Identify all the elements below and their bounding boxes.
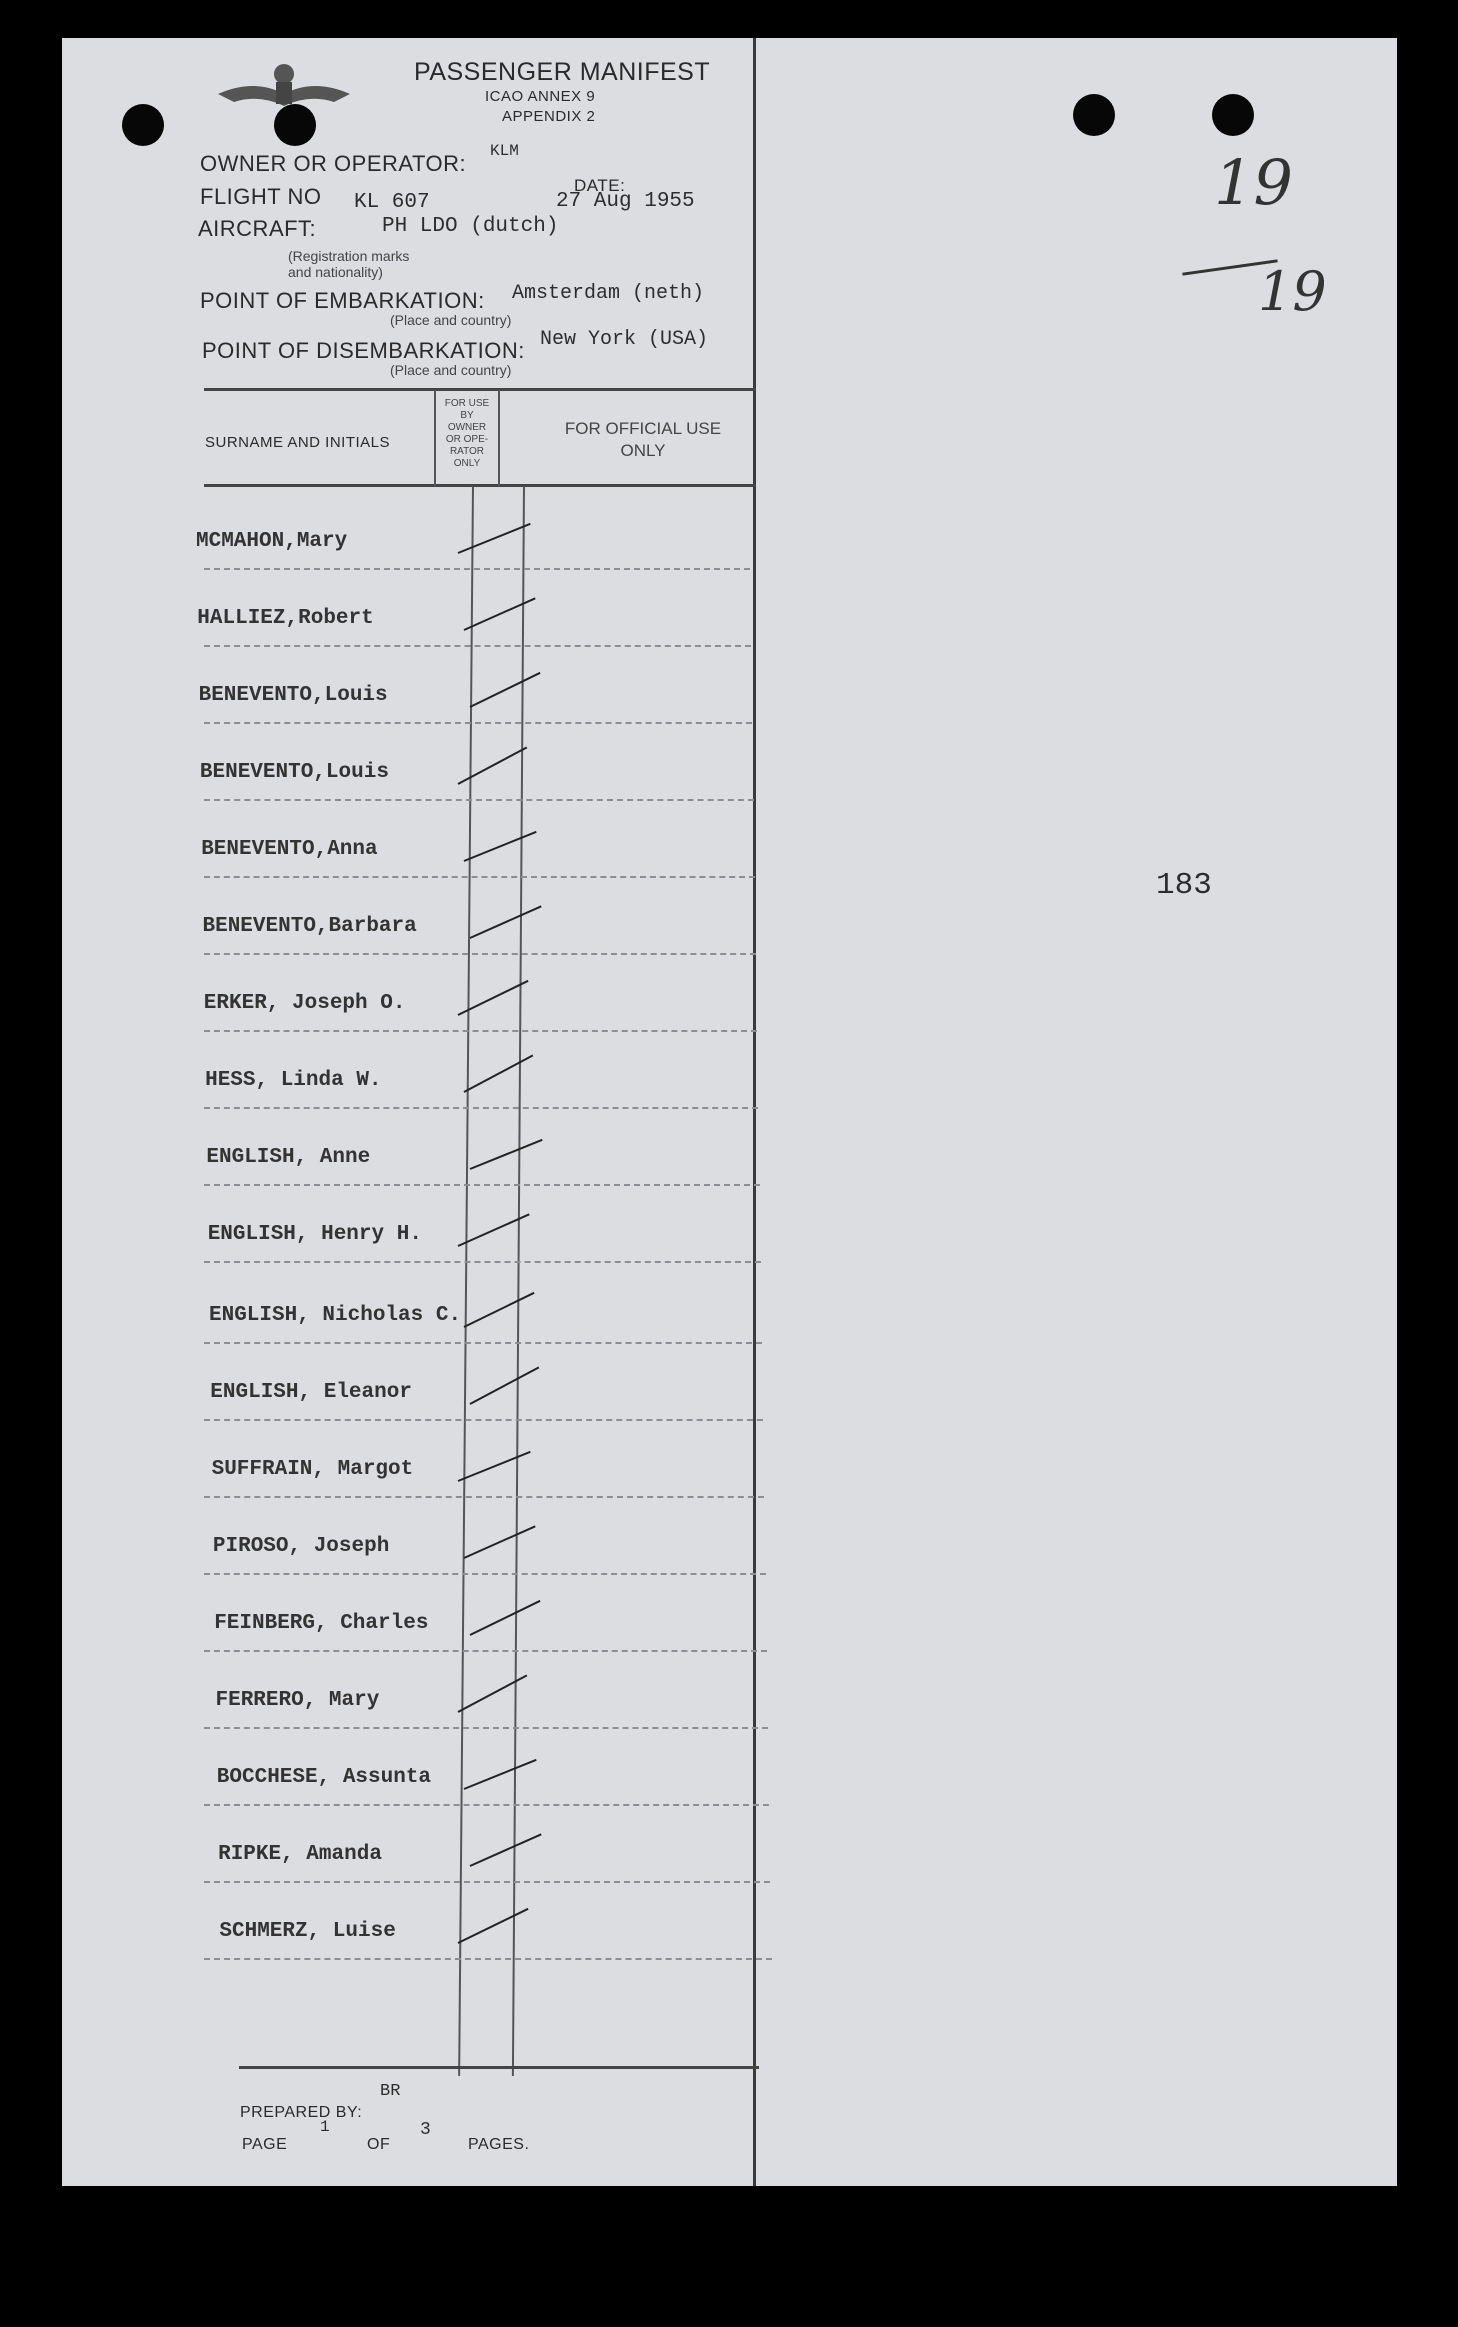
aircraft-label: AIRCRAFT: <box>198 216 317 241</box>
check-mark <box>464 1759 537 1790</box>
passenger-name: HALLIEZ,Robert <box>197 607 374 630</box>
page-label: PAGE <box>242 2136 288 2153</box>
row-separator <box>204 953 756 955</box>
owner-label: OWNER OR OPERATOR: <box>200 151 467 176</box>
annex-label: ICAO ANNEX 9 <box>485 88 596 105</box>
row-separator <box>204 876 755 878</box>
column-header-owner-use: FOR USE BY OWNER OR OPE- RATOR ONLY <box>444 398 490 469</box>
passenger-name: BENEVENTO,Louis <box>199 761 389 784</box>
row-separator <box>204 645 751 647</box>
prepared-by-value: BR <box>380 2082 401 2101</box>
row-separator <box>204 1727 768 1729</box>
owner-column-line <box>458 486 474 2076</box>
row-separator <box>204 1184 760 1186</box>
stamped-number: 183 <box>1156 868 1212 903</box>
passenger-name: PIROSO, Joseph <box>212 1535 390 1558</box>
disembarkation-note: (Place and country) <box>390 362 512 378</box>
check-mark <box>458 1674 528 1712</box>
passenger-name: HESS, Linda W. <box>205 1069 382 1092</box>
of-label: OF <box>367 2136 391 2153</box>
row-separator <box>204 1342 762 1344</box>
table-bottom-rule <box>239 2066 759 2069</box>
column-header-official-use: FOR OFFICIAL USE ONLY <box>564 419 722 460</box>
check-mark <box>470 905 542 939</box>
row-separator <box>204 1419 763 1421</box>
form-title: PASSENGER MANIFEST <box>414 58 711 86</box>
prepared-by-label: PREPARED BY: <box>240 2104 363 2121</box>
table-header-rule <box>204 484 756 487</box>
handwritten-number: 19 <box>1258 260 1327 323</box>
passenger-name: RIPKE, Amanda <box>218 1843 382 1866</box>
aircraft-note-1: (Registration marks <box>288 248 410 264</box>
manifest-sheet <box>62 38 1397 2186</box>
disembarkation-value: New York (USA) <box>540 328 709 351</box>
row-separator <box>204 1261 761 1263</box>
column-header-surname: SURNAME AND INITIALS <box>205 434 391 451</box>
check-mark <box>464 1054 534 1092</box>
handwritten-number: 19 <box>1214 146 1293 219</box>
row-separator <box>204 799 754 801</box>
flight-label: FLIGHT NO <box>200 184 322 209</box>
passenger-name: BENEVENTO,Louis <box>198 684 388 707</box>
date-value: 27 Aug 1955 <box>556 190 695 213</box>
passenger-name: BOCCHESE, Assunta <box>216 1766 432 1789</box>
check-mark <box>464 1525 536 1559</box>
aircraft-note-2: and nationality) <box>288 264 383 280</box>
disembarkation-label: POINT OF DISEMBARKATION: <box>202 338 525 363</box>
check-mark <box>464 597 536 631</box>
row-separator <box>204 1650 767 1652</box>
row-separator <box>204 722 752 724</box>
row-separator <box>204 1030 757 1032</box>
flight-value: KL 607 <box>354 191 430 214</box>
check-mark <box>470 1833 542 1867</box>
owner-value: KLM <box>490 142 519 160</box>
row-separator <box>204 1881 770 1883</box>
check-mark <box>458 1908 529 1944</box>
aircraft-value: PH LDO (dutch) <box>382 215 559 238</box>
row-separator <box>204 1573 766 1575</box>
passenger-name: ENGLISH, Anne <box>206 1146 371 1169</box>
passenger-name: ENGLISH, Henry H. <box>207 1223 422 1246</box>
appendix-label: APPENDIX 2 <box>502 108 596 125</box>
embarkation-value: Amsterdam (neth) <box>512 282 705 305</box>
official-column-line <box>512 486 525 2076</box>
klm-crown-logo <box>214 56 354 126</box>
row-separator <box>204 568 750 570</box>
of-value: 3 <box>420 2120 431 2140</box>
embarkation-label: POINT OF EMBARKATION: <box>200 288 485 313</box>
check-mark <box>458 746 528 784</box>
pages-label: PAGES. <box>468 2136 530 2153</box>
row-separator <box>204 1804 769 1806</box>
punch-hole <box>1212 94 1254 136</box>
punch-hole <box>1073 94 1115 136</box>
check-mark <box>464 831 537 862</box>
passenger-name: SCHMERZ, Luise <box>219 1920 396 1943</box>
punch-hole <box>122 104 164 146</box>
passenger-name: FEINBERG, Charles <box>214 1612 429 1635</box>
row-separator <box>204 1958 772 1960</box>
page-divider-line <box>753 38 756 2186</box>
owner-column-left-line <box>434 390 436 486</box>
table-top-rule <box>204 388 756 391</box>
embarkation-note: (Place and country) <box>390 312 512 328</box>
owner-column-right-line <box>498 390 500 486</box>
check-mark <box>470 1139 543 1170</box>
check-mark <box>464 1292 535 1328</box>
check-mark <box>458 523 531 554</box>
passenger-name: ENGLISH, Nicholas C. <box>209 1304 462 1327</box>
passenger-name: ENGLISH, Eleanor <box>210 1381 412 1404</box>
date-label: DATE: <box>574 176 626 195</box>
passenger-name: ERKER, Joseph O. <box>203 992 406 1015</box>
page-value: 1 <box>320 2118 330 2136</box>
passenger-name: SUFFRAIN, Margot <box>211 1458 414 1481</box>
passenger-name: MCMAHON,Mary <box>196 530 348 553</box>
check-mark <box>470 1600 541 1636</box>
passenger-name: FERRERO, Mary <box>215 1689 380 1712</box>
row-separator <box>204 1107 758 1109</box>
passenger-name: BENEVENTO,Anna <box>201 838 378 861</box>
row-separator <box>204 1496 764 1498</box>
check-mark <box>470 1366 540 1404</box>
passenger-name: BENEVENTO,Barbara <box>202 915 417 938</box>
check-mark <box>458 1451 531 1482</box>
check-mark <box>470 672 541 708</box>
